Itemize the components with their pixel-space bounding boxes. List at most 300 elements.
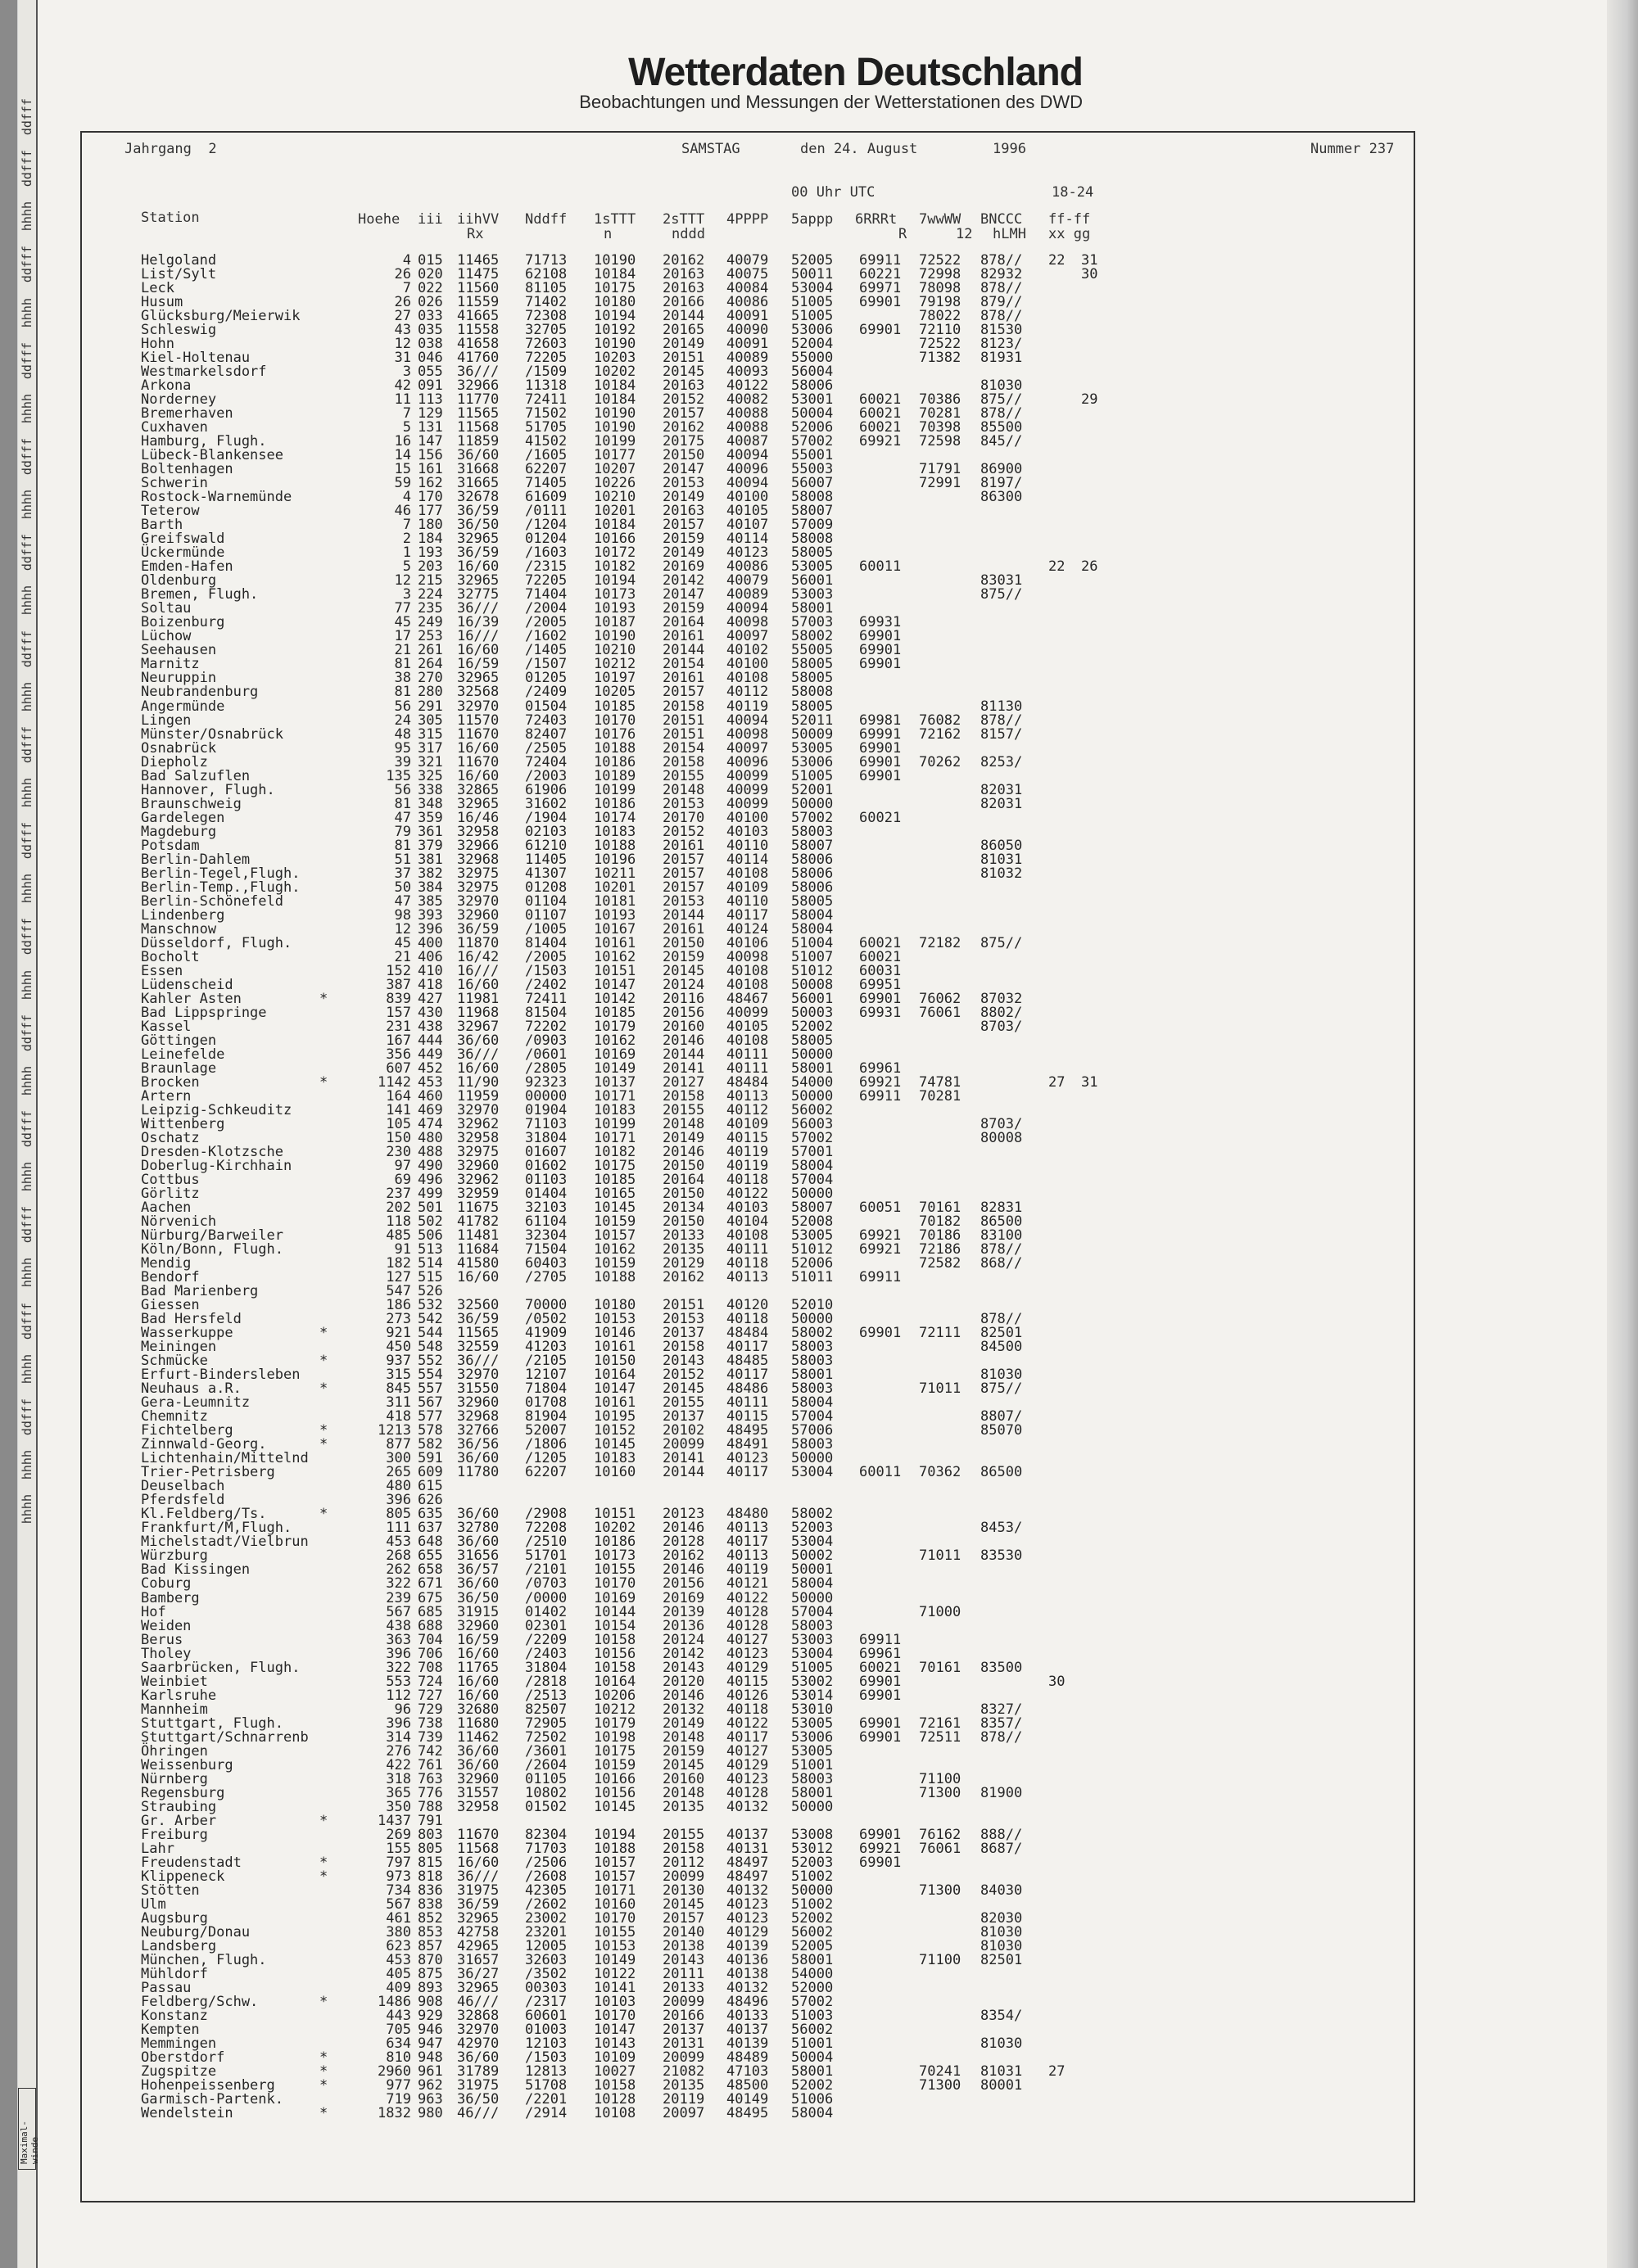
group-2sttt: 20145: [663, 364, 705, 381]
station-row: [141, 1480, 1410, 1493]
station-height: 422: [386, 1756, 411, 1773]
group-7wwww: 72161: [919, 1715, 962, 1732]
group-nddff: /1507: [525, 656, 568, 673]
group-5appp: 52002: [791, 1018, 834, 1035]
group-iihvv: 11568: [457, 1840, 500, 1857]
station-row: [141, 1995, 1410, 2009]
group-nddff: /2105: [525, 1353, 568, 1370]
station-id: 430: [418, 1004, 443, 1021]
station-name: List/Sylt: [141, 266, 217, 283]
group-5appp: 58004: [791, 920, 834, 937]
group-1sttt: 10190: [594, 628, 636, 645]
group-nddff: 01607: [525, 1144, 568, 1160]
group-nddff: 41307: [525, 865, 568, 882]
group-1sttt: 10147: [594, 1380, 636, 1398]
station-name: Kl.Feldberg/Ts.: [141, 1506, 267, 1523]
group-5appp: 51001: [791, 1756, 834, 1773]
group-5appp: 57002: [791, 1129, 834, 1146]
margin-code: ddfff: [20, 341, 34, 379]
group-1sttt: 10109: [594, 2049, 636, 2067]
group-4pppp: 40089: [726, 350, 769, 367]
group-5appp: 53006: [791, 753, 834, 770]
station-name: Hohn: [141, 336, 174, 353]
group-4pppp: 48484: [726, 1325, 769, 1342]
station-id: 438: [418, 1018, 443, 1035]
group-nddff: 01104: [525, 892, 568, 910]
station-name: Bad Salzuflen: [141, 767, 251, 784]
station-name: Glücksburg/Meierwik: [141, 308, 301, 325]
group-nddff: /2209: [525, 1631, 568, 1648]
group-1sttt: 10188: [594, 739, 636, 757]
station-row: [141, 867, 1410, 881]
group-4pppp: 40086: [726, 294, 769, 311]
group-1sttt: 10156: [594, 1784, 636, 1801]
group-nddff: 11405: [525, 851, 568, 868]
station-height: 31: [394, 350, 411, 367]
col-4pppp: 4PPPP: [726, 211, 769, 228]
station-row: [141, 1145, 1410, 1159]
station-name: Bamberg: [141, 1589, 200, 1606]
group-2sttt: 20148: [663, 1728, 705, 1746]
group-nddff: 12813: [525, 2063, 568, 2081]
station-height: 12: [394, 920, 411, 937]
group-1sttt: 10165: [594, 1186, 636, 1203]
group-5appp: 58003: [791, 1436, 834, 1453]
station-name: Angermünde: [141, 698, 225, 715]
group-5appp: 50003: [791, 1004, 834, 1021]
group-4pppp: 40118: [726, 1172, 769, 1189]
group-7wwww: 70262: [919, 753, 962, 770]
station-row: [141, 1965, 1410, 1982]
group-4pppp: 40096: [726, 461, 769, 478]
station-name: Potsdam: [141, 837, 200, 854]
group-2sttt: 20140: [663, 1923, 705, 1940]
group-iihvv: 11680: [457, 1715, 500, 1732]
station-id: 739: [418, 1728, 443, 1746]
station-name: Zinnwald-Georg.: [141, 1436, 267, 1453]
group-iihvv: 16/60: [457, 642, 500, 659]
margin-code: hhhh: [20, 201, 34, 232]
group-nddff: 71402: [525, 294, 568, 311]
group-1sttt: 10192: [594, 322, 636, 339]
group-4pppp: 40108: [726, 1032, 769, 1049]
margin-code: hhhh: [20, 681, 34, 712]
station-name: Nürnberg: [141, 1770, 208, 1787]
group-nddff: 00303: [525, 1979, 568, 1996]
group-4pppp: 40099: [726, 795, 769, 812]
group-iihvv: 32958: [457, 1129, 500, 1146]
group-2sttt: 20131: [663, 2035, 705, 2052]
station-name: Brocken: [141, 1073, 200, 1091]
station-height: 365: [386, 1784, 411, 1801]
station-name: Feldberg/Schw.: [141, 1993, 259, 2010]
station-name: Osnabrück: [141, 739, 217, 757]
station-row: [141, 1034, 1410, 1048]
station-name: Köln/Bonn, Flugh.: [141, 1241, 283, 1258]
group-4pppp: 40132: [726, 1979, 769, 1996]
group-4pppp: 40117: [726, 906, 769, 924]
group-bnccc: 82031: [980, 781, 1023, 798]
group-1sttt: 10196: [594, 851, 636, 868]
station-row: [141, 1842, 1410, 1856]
group-nddff: 71103: [525, 1115, 568, 1132]
station-row: [141, 602, 1410, 616]
station-height: 12: [394, 572, 411, 590]
group-iihvv: 32962: [457, 1115, 500, 1132]
group-nddff: 11318: [525, 377, 568, 395]
station-id: 235: [418, 600, 443, 617]
station-id: 280: [418, 684, 443, 701]
group-1sttt: 10188: [594, 1840, 636, 1857]
group-nddff: 61104: [525, 1213, 568, 1231]
group-5appp: 53003: [791, 586, 834, 603]
group-iihvv: 36/56: [457, 1436, 500, 1453]
group-bnccc: 81032: [980, 865, 1023, 882]
group-2sttt: 20160: [663, 1770, 705, 1787]
group-2sttt: 20150: [663, 1213, 705, 1231]
group-7wwww: 70182: [919, 1213, 962, 1231]
group-bnccc: 82831: [980, 1200, 1023, 1217]
station-height: 1486: [378, 1993, 411, 2010]
station-height: 810: [386, 2049, 411, 2067]
station-row: [141, 1466, 1410, 1480]
group-nddff: 71804: [525, 1380, 568, 1398]
group-1sttt: 10171: [594, 1087, 636, 1105]
group-7wwww: 71100: [919, 1951, 962, 1968]
group-1sttt: 10145: [594, 1798, 636, 1815]
group-iihvv: 36///: [457, 1353, 500, 1370]
group-5appp: 58005: [791, 892, 834, 910]
group-1sttt: 10226: [594, 475, 636, 492]
station-name: Bad Marienberg: [141, 1283, 259, 1300]
station-id: 460: [418, 1087, 443, 1105]
group-1sttt: 10157: [594, 1227, 636, 1245]
group-4pppp: 48500: [726, 2077, 769, 2094]
group-2sttt: 20157: [663, 1909, 705, 1927]
group-nddff: /0111: [525, 503, 568, 520]
station-height: 350: [386, 1798, 411, 1815]
group-1sttt: 10154: [594, 1617, 636, 1634]
group-2sttt: 20158: [663, 1840, 705, 1857]
group-4pppp: 40102: [726, 642, 769, 659]
group-1sttt: 10149: [594, 1059, 636, 1077]
col-7wwww: 7wwWW: [919, 211, 962, 228]
group-1sttt: 10170: [594, 712, 636, 729]
station-id: 671: [418, 1575, 443, 1593]
group-1sttt: 10179: [594, 1715, 636, 1732]
group-4pppp: 40129: [726, 1923, 769, 1940]
margin-code: hhhh: [20, 1353, 34, 1384]
col-2sttt: 2sTTT: [663, 211, 705, 228]
station-row: [141, 588, 1410, 602]
station-height: 135: [386, 767, 411, 784]
group-2sttt: 20137: [663, 2021, 705, 2038]
group-bnccc: 86300: [980, 489, 1023, 506]
station-id: 382: [418, 865, 443, 882]
group-2sttt: 20138: [663, 1937, 705, 1954]
station-row: [141, 1981, 1410, 1995]
group-nddff: 82304: [525, 1826, 568, 1843]
station-height: 937: [386, 1353, 411, 1370]
station-name: Memmingen: [141, 2035, 217, 2052]
group-2sttt: 20159: [663, 531, 705, 548]
station-row: [141, 1201, 1410, 1215]
group-nddff: 72403: [525, 712, 568, 729]
station-row: [141, 1410, 1410, 1424]
group-1sttt: 10162: [594, 1032, 636, 1049]
group-nddff: /2908: [525, 1506, 568, 1523]
group-iihvv: 41658: [457, 336, 500, 353]
station-row: [141, 1424, 1410, 1438]
station-id: 776: [418, 1784, 443, 1801]
station-height: 152: [386, 962, 411, 979]
group-1sttt: 10201: [594, 879, 636, 896]
group-1sttt: 10188: [594, 837, 636, 854]
station-row: [141, 296, 1410, 309]
group-2sttt: 20143: [663, 1951, 705, 1968]
group-2sttt: 20149: [663, 1129, 705, 1146]
group-5appp: 58004: [791, 1158, 834, 1175]
station-id: 488: [418, 1144, 443, 1160]
station-row: [141, 1603, 1410, 1620]
group-5appp: 58001: [791, 1784, 834, 1801]
group-iihvv: 16/46: [457, 809, 500, 826]
group-1sttt: 10158: [594, 1631, 636, 1648]
station-row: [141, 309, 1410, 323]
station-height: 977: [386, 2077, 411, 2094]
group-6rrrt: 69961: [859, 1059, 902, 1077]
group-nddff: 01402: [525, 1603, 568, 1620]
group-1sttt: 10190: [594, 252, 636, 269]
margin-code: ddfff: [20, 725, 34, 763]
group-2sttt: 20166: [663, 2007, 705, 2024]
station-id: 162: [418, 475, 443, 492]
group-iihvv: 32965: [457, 795, 500, 812]
station-name: Norderney: [141, 391, 217, 409]
group-nddff: 12005: [525, 1937, 568, 1954]
station-height: 21: [394, 642, 411, 659]
group-4pppp: 40111: [726, 1241, 769, 1258]
group-nddff: 32103: [525, 1200, 568, 1217]
margin-code: ddfff: [20, 150, 34, 187]
station-id: 502: [418, 1213, 443, 1231]
station-row: [141, 477, 1410, 490]
group-iihvv: 16/39: [457, 614, 500, 631]
group-iihvv: 16/60: [457, 1687, 500, 1704]
station-name: Leck: [141, 280, 174, 297]
group-nddff: /2409: [525, 684, 568, 701]
group-4pppp: 40093: [726, 364, 769, 381]
group-nddff: /2510: [525, 1534, 568, 1551]
station-height: 734: [386, 1882, 411, 1899]
group-2sttt: 20144: [663, 308, 705, 325]
station-height: 81: [394, 656, 411, 673]
station-name: Zugspitze: [141, 2063, 217, 2081]
group-1sttt: 10205: [594, 684, 636, 701]
group-5appp: 57001: [791, 1144, 834, 1160]
station-id: 418: [418, 976, 443, 993]
station-name: Nürburg/Barweiler: [141, 1227, 283, 1245]
group-iihvv: 32975: [457, 1144, 500, 1160]
station-row: [141, 1633, 1410, 1647]
utc-label: 00 Uhr UTC: [791, 184, 876, 201]
station-id: 325: [418, 767, 443, 784]
station-height: 1: [402, 544, 411, 562]
group-iihvv: 11770: [457, 391, 500, 409]
group-bnccc: 83500: [980, 1659, 1023, 1676]
group-5appp: 51002: [791, 1895, 834, 1913]
station-height: 47: [394, 892, 411, 910]
station-name: Oldenburg: [141, 572, 217, 590]
station-row: [141, 657, 1410, 671]
margin-code: hhhh: [20, 585, 34, 616]
station-height: 37: [394, 865, 411, 882]
group-2sttt: 20169: [663, 1589, 705, 1606]
station-row: [141, 739, 1410, 757]
station-id: 453: [418, 1073, 443, 1091]
station-id: 035: [418, 322, 443, 339]
group-1sttt: 10147: [594, 976, 636, 993]
group-iihvv: 11780: [457, 1464, 500, 1481]
group-5appp: 56001: [791, 572, 834, 590]
group-1sttt: 10153: [594, 1311, 636, 1328]
group-7wwww: 72582: [919, 1255, 962, 1272]
group-4pppp: 40103: [726, 823, 769, 840]
group-1sttt: 10183: [594, 823, 636, 840]
group-nddff: /2505: [525, 739, 568, 757]
station-row: [141, 1937, 1410, 1954]
group-iihvv: 36/50: [457, 2091, 500, 2108]
group-5appp: 56004: [791, 364, 834, 381]
group-5appp: 56002: [791, 1101, 834, 1118]
group-4pppp: 40111: [726, 1046, 769, 1063]
group-iihvv: 16/60: [457, 558, 500, 576]
station-id: 026: [418, 294, 443, 311]
group-2sttt: 20175: [663, 433, 705, 450]
margin-code: hhhh: [20, 1258, 34, 1288]
station-name: Fichtelberg: [141, 1422, 233, 1439]
group-iihvv: 32975: [457, 879, 500, 896]
station-row: [141, 268, 1410, 282]
group-5appp: 55001: [791, 447, 834, 464]
group-2sttt: 20162: [663, 1547, 705, 1565]
group-nddff: /0601: [525, 1046, 568, 1063]
group-nddff: /1806: [525, 1436, 568, 1453]
station-row: [141, 1020, 1410, 1034]
group-4pppp: 40118: [726, 1311, 769, 1328]
group-4pppp: 40091: [726, 308, 769, 325]
group-iihvv: 32965: [457, 531, 500, 548]
group-1sttt: 10173: [594, 586, 636, 603]
station-id: 870: [418, 1951, 443, 1968]
station-row: [141, 254, 1410, 268]
group-5appp: 50002: [791, 1547, 834, 1565]
group-bnccc: 80008: [980, 1129, 1023, 1146]
station-height: 453: [386, 1951, 411, 1968]
group-nddff: /2402: [525, 976, 568, 993]
group-1sttt: 10180: [594, 294, 636, 311]
station-name: Bad Hersfeld: [141, 1311, 242, 1328]
station-height: 91: [394, 1241, 411, 1258]
group-nddff: 72411: [525, 990, 568, 1007]
station-height: 112: [386, 1687, 411, 1704]
station-id: 815: [418, 1854, 443, 1871]
station-row: [141, 1354, 1410, 1368]
group-2sttt: 20116: [663, 990, 705, 1007]
station-id: 480: [418, 1129, 443, 1146]
station-height: 45: [394, 934, 411, 951]
col-iihvv-sub: Rx: [467, 226, 484, 242]
station-row: [141, 1312, 1410, 1326]
group-2sttt: 20149: [663, 544, 705, 562]
mountain-flag: *: [319, 1380, 328, 1398]
station-name: Meiningen: [141, 1339, 217, 1356]
station-id: 501: [418, 1200, 443, 1217]
station-name: Lindenberg: [141, 906, 225, 924]
group-iihvv: 32960: [457, 1617, 500, 1634]
group-bnccc: 81031: [980, 2063, 1023, 2081]
station-name: Tholey: [141, 1645, 192, 1662]
station-row: [141, 1396, 1410, 1410]
group-nddff: 01602: [525, 1158, 568, 1175]
station-height: 167: [386, 1032, 411, 1049]
station-height: 567: [386, 1895, 411, 1913]
station-row: [141, 463, 1410, 477]
group-iihvv: 32958: [457, 1798, 500, 1815]
group-1sttt: 10145: [594, 1436, 636, 1453]
group-iihvv: 11560: [457, 280, 500, 297]
station-id: 761: [418, 1756, 443, 1773]
group-1sttt: 10197: [594, 670, 636, 687]
group-iihvv: 32962: [457, 1172, 500, 1189]
group-nddff: 41502: [525, 433, 568, 450]
group-nddff: 61609: [525, 489, 568, 506]
station-name: Lichtenhain/Mittelnd: [141, 1450, 309, 1467]
group-1sttt: 10182: [594, 1144, 636, 1160]
group-5appp: 58001: [791, 1951, 834, 1968]
station-name: Cuxhaven: [141, 419, 208, 436]
station-height: 38: [394, 670, 411, 687]
group-nddff: 23002: [525, 1909, 568, 1927]
group-7wwww: 76061: [919, 1004, 962, 1021]
station-height: 42: [394, 377, 411, 395]
station-id: 577: [418, 1408, 443, 1425]
group-5appp: 53006: [791, 322, 834, 339]
page: [18, 0, 1613, 2268]
station-row: [141, 2065, 1410, 2079]
group-5appp: 51005: [791, 1659, 834, 1676]
group-nddff: 01502: [525, 1798, 568, 1815]
group-5appp: 58003: [791, 1770, 834, 1787]
station-id: 361: [418, 823, 443, 840]
station-name: Weiden: [141, 1617, 192, 1634]
group-4pppp: 40117: [726, 1534, 769, 1551]
group-bnccc: 878//: [980, 308, 1023, 325]
group-4pppp: 40124: [726, 920, 769, 937]
station-row: [141, 1770, 1410, 1787]
group-iihvv: 11670: [457, 1826, 500, 1843]
margin-code: hhhh: [20, 490, 34, 520]
group-1sttt: 10153: [594, 1937, 636, 1954]
station-row: [141, 1814, 1410, 1828]
group-iihvv: 31915: [457, 1603, 500, 1620]
group-4pppp: 40117: [726, 1339, 769, 1356]
station-height: 105: [386, 1115, 411, 1132]
group-nddff: 00000: [525, 1087, 568, 1105]
station-row: [141, 725, 1410, 743]
group-2sttt: 20144: [663, 1046, 705, 1063]
station-name: Stuttgart, Flugh.: [141, 1715, 283, 1732]
